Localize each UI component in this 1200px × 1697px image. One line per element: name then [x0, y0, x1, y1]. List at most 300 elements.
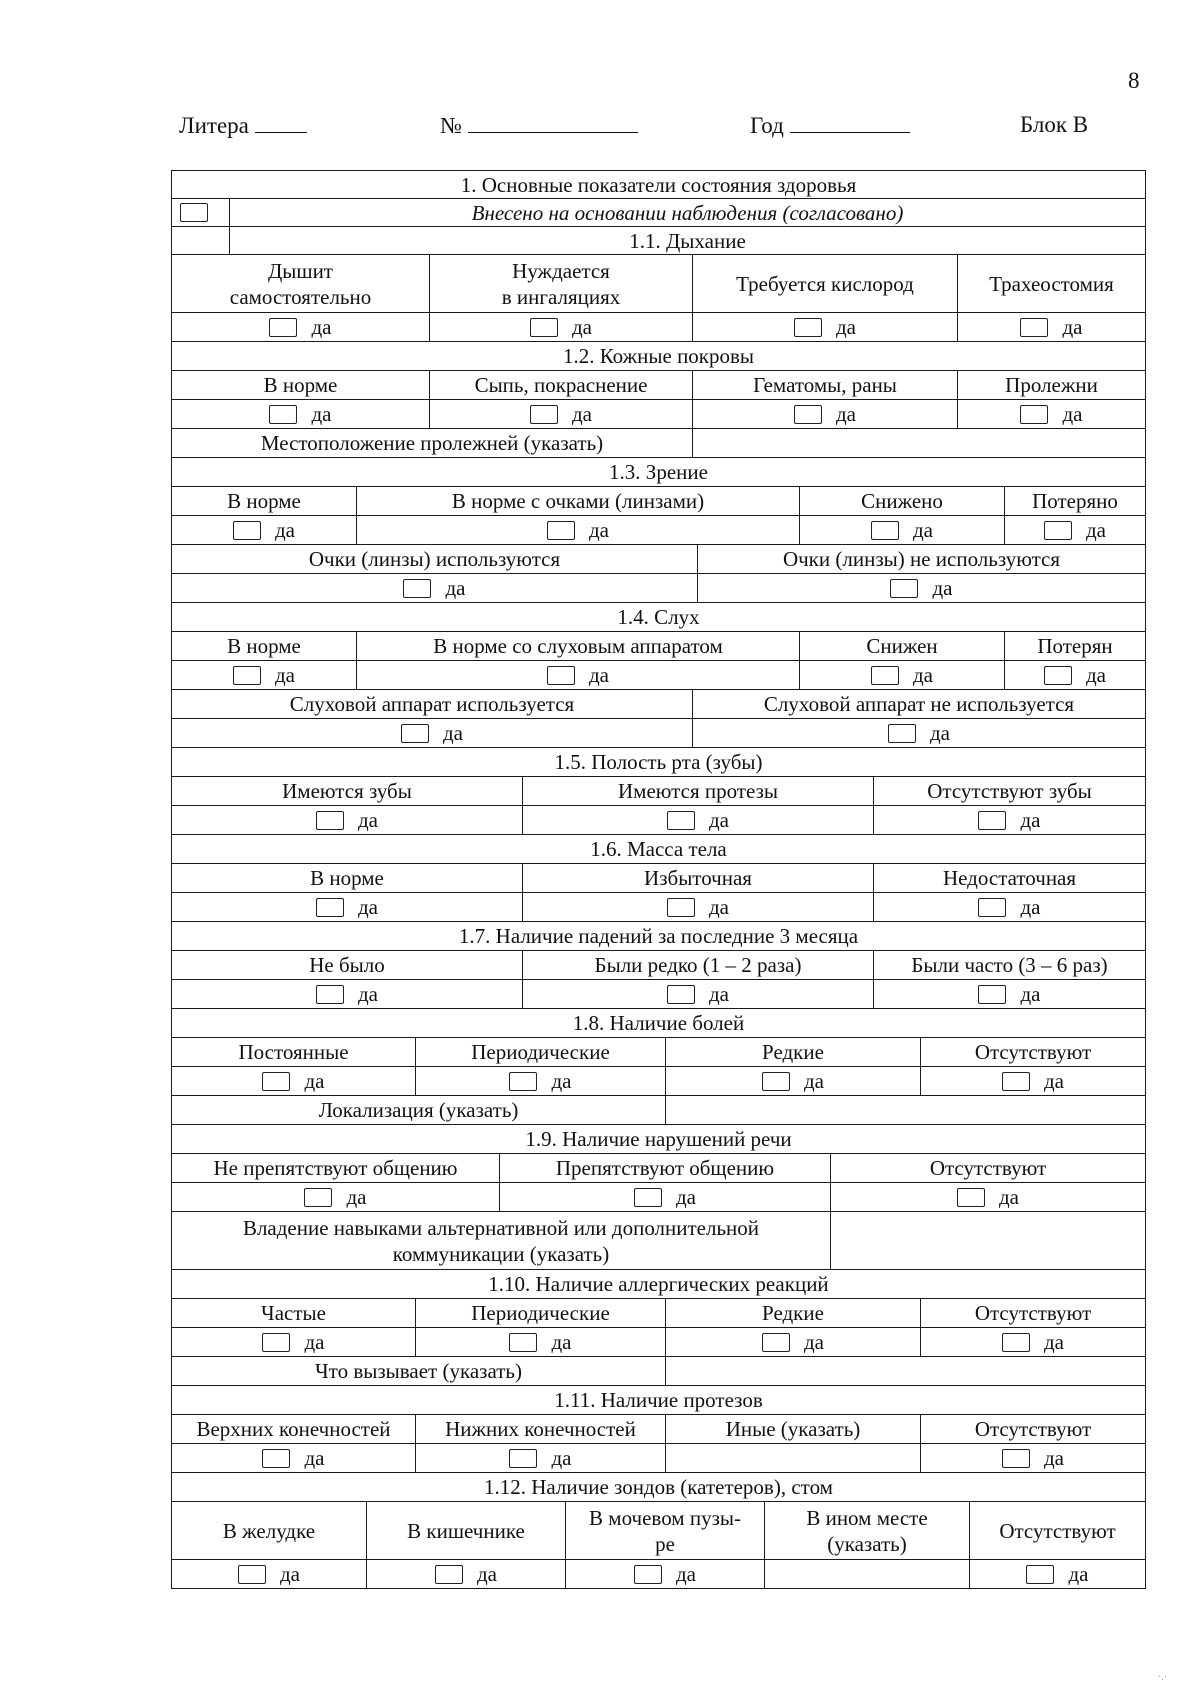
checkbox[interactable] — [667, 985, 695, 1004]
yes-option[interactable] — [233, 517, 295, 543]
field-label — [957, 254, 1146, 313]
checkbox-cell — [957, 312, 1146, 342]
section-heading — [171, 921, 1146, 951]
cell-text: Верхних конечностей — [196, 1417, 391, 1441]
field-label — [522, 863, 874, 893]
checkbox[interactable] — [262, 1333, 290, 1352]
cell-text: Требуется кислород — [736, 271, 914, 296]
cell-text: Периодические — [471, 1301, 610, 1325]
yes-option[interactable] — [435, 1561, 497, 1587]
field-label — [429, 370, 693, 400]
cell-text: В норме со слуховым аппаратом — [433, 634, 723, 658]
cell-text: Сыпь, покраснение — [474, 373, 648, 397]
field-label — [171, 1037, 416, 1067]
field-label — [692, 689, 1146, 719]
number-blank[interactable] — [468, 112, 638, 133]
checkbox-cell — [171, 979, 523, 1009]
yes-option[interactable] — [509, 1068, 571, 1094]
yes-option[interactable] — [890, 575, 952, 601]
yes-option[interactable] — [978, 981, 1040, 1007]
cell-text: 1. Основные показатели состояния здоровья — [460, 172, 857, 197]
yes-option[interactable] — [180, 203, 208, 222]
checkbox[interactable] — [547, 521, 575, 540]
yes-option[interactable] — [262, 1329, 324, 1355]
cell-text: 1.9. Наличие нарушений речи — [525, 1127, 792, 1151]
field-label — [920, 1414, 1146, 1444]
yes-label: да — [803, 1069, 824, 1093]
yes-label: да — [1043, 1446, 1064, 1470]
checkbox[interactable] — [401, 724, 429, 743]
yes-label: да — [1085, 663, 1106, 687]
cell-text: В кишечнике — [407, 1518, 525, 1543]
yes-option[interactable] — [1044, 517, 1106, 543]
yes-option[interactable] — [667, 981, 729, 1007]
yes-option[interactable] — [871, 517, 933, 543]
field-label — [799, 631, 1005, 661]
yes-option[interactable] — [888, 720, 950, 746]
cell-text: Трахеостомия — [989, 271, 1114, 296]
cell-text: В норме с очками (линзами) — [451, 489, 705, 513]
field-label — [665, 1298, 921, 1328]
checkbox[interactable] — [509, 1072, 537, 1091]
checkbox-cell — [830, 1182, 1146, 1212]
field-label — [665, 1037, 921, 1067]
cell-text: Снижено — [861, 489, 943, 513]
yes-option[interactable] — [762, 1068, 824, 1094]
year-blank[interactable] — [790, 112, 910, 133]
cell-text: 1.10. Наличие аллергических реакций — [488, 1272, 829, 1296]
yes-label: да — [912, 663, 933, 687]
yes-label: да — [551, 1446, 572, 1470]
yes-option[interactable] — [1002, 1329, 1064, 1355]
checkbox[interactable] — [262, 1072, 290, 1091]
cell-text: В норме — [227, 489, 301, 513]
checkbox[interactable] — [667, 811, 695, 830]
checkbox[interactable] — [269, 318, 297, 337]
block-label: Блок В — [1020, 112, 1089, 137]
yes-option[interactable] — [1020, 401, 1082, 427]
checkbox[interactable] — [269, 405, 297, 424]
cell-text: 1.7. Наличие падений за последние 3 месяца — [458, 924, 859, 948]
blank-entry-cell[interactable] — [665, 1443, 921, 1473]
yes-label: да — [551, 1069, 572, 1093]
yes-option[interactable] — [1002, 1068, 1064, 1094]
checkbox[interactable] — [762, 1072, 790, 1091]
checkbox[interactable] — [634, 1565, 662, 1584]
cell-text: Недостаточная — [942, 866, 1077, 890]
yes-label: да — [929, 721, 950, 745]
checkbox-cell — [171, 198, 230, 227]
blank-entry-cell[interactable] — [692, 428, 1146, 458]
yes-option[interactable] — [978, 894, 1040, 920]
checkbox-cell — [171, 1559, 367, 1589]
checkbox-cell — [799, 660, 1005, 690]
checkbox[interactable] — [233, 521, 261, 540]
checkbox-cell — [171, 573, 698, 603]
checkbox-cell — [873, 805, 1146, 835]
field-label — [229, 226, 1146, 255]
yes-label: да — [1062, 402, 1083, 426]
yes-option[interactable] — [530, 401, 592, 427]
yes-option[interactable] — [269, 314, 331, 340]
cell-text: 1.8. Наличие болей — [572, 1011, 745, 1035]
yes-option[interactable] — [1044, 662, 1106, 688]
cell-text: В норме — [310, 866, 384, 890]
yes-option[interactable] — [509, 1329, 571, 1355]
yes-label: да — [588, 663, 609, 687]
cell-text: Избыточная — [644, 866, 752, 890]
cell-text: 1.12. Наличие зондов (катетеров), стом — [484, 1475, 833, 1499]
checkbox[interactable] — [957, 1188, 985, 1207]
field-label — [171, 1414, 416, 1444]
checkbox[interactable] — [547, 666, 575, 685]
checkbox-cell — [356, 515, 800, 545]
field-label — [920, 1298, 1146, 1328]
field-label — [873, 950, 1146, 980]
checkbox-cell — [522, 805, 874, 835]
checkbox-cell — [171, 1066, 416, 1096]
checkbox[interactable] — [890, 579, 918, 598]
checkbox[interactable] — [762, 1333, 790, 1352]
yes-option[interactable] — [1002, 1445, 1064, 1471]
yes-option[interactable] — [762, 1329, 824, 1355]
litera-blank[interactable] — [255, 112, 307, 133]
cell-text: 1.6. Масса тела — [590, 837, 727, 861]
checkbox-cell — [415, 1327, 666, 1357]
litera-label: Литера — [179, 113, 249, 138]
blank-entry-cell[interactable] — [830, 1211, 1146, 1270]
field-label — [356, 631, 800, 661]
cell-text: Отсутствуют — [974, 1417, 1092, 1441]
yes-label: да — [311, 315, 332, 339]
field-label — [799, 486, 1005, 516]
yes-label: да — [803, 1330, 824, 1354]
cell-text: Локализация (указать) — [318, 1098, 519, 1122]
checkbox[interactable] — [316, 811, 344, 830]
checkbox-cell — [665, 1066, 921, 1096]
cell-text: Внесено на основании наблюдения (согласовано) — [471, 200, 904, 225]
checkbox-cell — [1004, 515, 1146, 545]
yes-label: да — [304, 1069, 325, 1093]
yes-option[interactable] — [667, 807, 729, 833]
field-label — [171, 370, 430, 400]
checkbox[interactable] — [238, 1565, 266, 1584]
checkbox[interactable] — [530, 405, 558, 424]
cell-text: Были редко (1 – 2 раза) — [594, 953, 802, 977]
checkbox[interactable] — [634, 1188, 662, 1207]
field-label — [171, 1211, 831, 1270]
checkbox-cell — [522, 979, 874, 1009]
cell-text: Иные (указать) — [725, 1417, 861, 1441]
yes-label: да — [675, 1562, 696, 1586]
field-label — [171, 689, 693, 719]
field-label — [229, 198, 1146, 227]
section-heading — [171, 1472, 1146, 1502]
yes-option[interactable] — [238, 1561, 300, 1587]
checkbox[interactable] — [304, 1188, 332, 1207]
field-label — [1004, 631, 1146, 661]
field-label — [499, 1153, 831, 1183]
cell-text: В норме — [263, 373, 338, 397]
checkbox-cell — [665, 1327, 921, 1357]
checkbox[interactable] — [794, 318, 822, 337]
checkbox-cell — [692, 718, 1146, 748]
field-label — [356, 486, 800, 516]
checkbox[interactable] — [1002, 1333, 1030, 1352]
yes-label: да — [1068, 1562, 1089, 1586]
checkbox-cell — [171, 1182, 500, 1212]
checkbox[interactable] — [530, 318, 558, 337]
cell-text: 1.2. Кожные покровы — [562, 344, 755, 368]
page-number: 8 — [1128, 68, 1140, 93]
cell-text: Периодические — [471, 1040, 610, 1064]
checkbox[interactable] — [871, 666, 899, 685]
yes-label: да — [445, 576, 466, 600]
field-label — [522, 950, 874, 980]
yes-label: да — [442, 721, 463, 745]
year-label: Год — [750, 113, 784, 138]
field-label — [764, 1501, 970, 1560]
checkbox[interactable] — [978, 985, 1006, 1004]
cell-text: Слуховой аппарат не используется — [763, 692, 1075, 716]
section-heading — [171, 170, 1146, 199]
field-label — [171, 254, 430, 313]
cell-text: Отсутствуют зубы — [927, 779, 1092, 803]
cell-text: В ином месте (указать) — [806, 1505, 928, 1556]
checkbox[interactable] — [978, 811, 1006, 830]
field-label — [171, 631, 357, 661]
cell-text: Отсутствуют — [974, 1301, 1092, 1325]
checkbox[interactable] — [316, 985, 344, 1004]
yes-label: да — [998, 1185, 1019, 1209]
blank-entry-cell[interactable] — [665, 1356, 1146, 1386]
checkbox[interactable] — [435, 1565, 463, 1584]
yes-label: да — [1020, 808, 1041, 832]
field-label — [429, 254, 693, 313]
yes-label: да — [1043, 1330, 1064, 1354]
cell-text: В норме — [227, 634, 301, 658]
yes-option[interactable] — [547, 517, 609, 543]
cell-text: Гематомы, раны — [753, 373, 897, 397]
yes-option[interactable] — [634, 1561, 696, 1587]
checkbox-cell — [522, 892, 874, 922]
field-label — [969, 1501, 1146, 1560]
yes-option[interactable] — [401, 720, 463, 746]
field-label — [171, 486, 357, 516]
yes-option[interactable] — [1020, 314, 1082, 340]
checkbox[interactable] — [1020, 405, 1048, 424]
yes-label: да — [551, 1330, 572, 1354]
field-label — [415, 1298, 666, 1328]
yes-label: да — [708, 808, 729, 832]
cell-text: Частые — [261, 1301, 326, 1325]
yes-option[interactable] — [269, 401, 331, 427]
cell-text: Потеряно — [1032, 489, 1118, 513]
cell-text: Постоянные — [238, 1040, 349, 1064]
yes-option[interactable] — [794, 314, 856, 340]
checkbox-cell — [499, 1182, 831, 1212]
checkbox-cell — [429, 312, 693, 342]
cell-text: 1.3. Зрение — [609, 460, 708, 484]
yes-label: да — [835, 402, 856, 426]
cell-text: Очки (линзы) используются — [308, 547, 561, 571]
checkbox-cell — [415, 1443, 666, 1473]
checkbox[interactable] — [667, 898, 695, 917]
cell-text: Пролежни — [1005, 373, 1098, 397]
yes-label: да — [835, 315, 856, 339]
checkbox[interactable] — [403, 579, 431, 598]
yes-label: да — [476, 1562, 497, 1586]
field-label — [1004, 486, 1146, 516]
yes-option[interactable] — [262, 1068, 324, 1094]
field-label — [665, 1414, 921, 1444]
section-heading — [171, 834, 1146, 864]
section-heading — [171, 1008, 1146, 1038]
yes-option[interactable] — [403, 575, 465, 601]
checkbox[interactable] — [1044, 521, 1072, 540]
yes-option[interactable] — [794, 401, 856, 427]
yes-option[interactable] — [304, 1184, 366, 1210]
yes-label: да — [708, 982, 729, 1006]
checkbox[interactable] — [1044, 666, 1072, 685]
checkbox-cell — [957, 399, 1146, 429]
checkbox[interactable] — [1002, 1449, 1030, 1468]
field-label — [171, 776, 523, 806]
checkbox-cell — [415, 1066, 666, 1096]
yes-option[interactable] — [509, 1445, 571, 1471]
litera-field[interactable] — [179, 112, 307, 139]
yes-label: да — [1085, 518, 1106, 542]
yes-option[interactable] — [316, 894, 378, 920]
yes-label: да — [357, 808, 378, 832]
checkbox-cell — [171, 718, 693, 748]
field-label — [415, 1037, 666, 1067]
cell-text: Нуждается в ингаляциях — [501, 258, 621, 309]
yes-label: да — [346, 1185, 367, 1209]
yes-label: да — [1043, 1069, 1064, 1093]
yes-option[interactable] — [316, 981, 378, 1007]
cell-text: Нижних конечностей — [445, 1417, 636, 1441]
checkbox[interactable] — [262, 1449, 290, 1468]
blank-entry-cell[interactable] — [171, 226, 230, 255]
checkbox[interactable] — [978, 898, 1006, 917]
yes-option[interactable] — [871, 662, 933, 688]
yes-option[interactable] — [547, 662, 609, 688]
cell-text: Очки (линзы) не используются — [782, 547, 1061, 571]
yes-label: да — [311, 402, 332, 426]
cell-text: Местоположение пролежней (указать) — [260, 431, 604, 455]
checkbox-cell — [873, 979, 1146, 1009]
yes-label: да — [675, 1185, 696, 1209]
field-label — [415, 1414, 666, 1444]
section-heading — [171, 1124, 1146, 1154]
blank-entry-cell[interactable] — [665, 1095, 1146, 1125]
yes-label: да — [571, 315, 592, 339]
yes-label: да — [912, 518, 933, 542]
field-label — [692, 370, 958, 400]
cell-text: Редкие — [762, 1040, 824, 1064]
field-label — [171, 863, 523, 893]
field-label — [692, 254, 958, 313]
yes-option[interactable] — [530, 314, 592, 340]
checkbox[interactable] — [1002, 1072, 1030, 1091]
cell-text: Не было — [309, 953, 385, 977]
checkbox[interactable] — [794, 405, 822, 424]
yes-label: да — [1020, 895, 1041, 919]
yes-option[interactable] — [957, 1184, 1019, 1210]
checkbox[interactable] — [1020, 318, 1048, 337]
field-label — [171, 950, 523, 980]
cell-text: Дышит самостоятельно — [229, 258, 372, 309]
field-label — [830, 1153, 1146, 1183]
cell-text: Отсутствуют — [929, 1156, 1047, 1180]
field-label — [957, 370, 1146, 400]
checkbox[interactable] — [871, 521, 899, 540]
checkbox-cell — [171, 660, 357, 690]
cell-text: В желудке — [222, 1518, 316, 1543]
checkbox[interactable] — [233, 666, 261, 685]
section-heading — [171, 1269, 1146, 1299]
number-field[interactable] — [440, 112, 638, 139]
section-heading — [171, 747, 1146, 777]
checkbox-cell — [692, 399, 958, 429]
checkbox-cell — [920, 1443, 1146, 1473]
blank-entry-cell[interactable] — [764, 1559, 970, 1589]
cell-text: Имеются протезы — [618, 779, 778, 803]
checkbox[interactable] — [180, 203, 208, 222]
cell-text: 1.4. Слух — [617, 605, 700, 629]
checkbox-cell — [429, 399, 693, 429]
checkbox-cell — [692, 312, 958, 342]
cell-text: В мочевом пузы- ре — [589, 1505, 741, 1556]
yes-option[interactable] — [316, 807, 378, 833]
field-label — [366, 1501, 566, 1560]
cell-text: Были часто (3 – 6 раз) — [911, 953, 1108, 977]
yes-option[interactable] — [634, 1184, 696, 1210]
cell-text: Потерян — [1037, 634, 1113, 658]
yes-label: да — [588, 518, 609, 542]
yes-label: да — [274, 663, 295, 687]
yes-option[interactable] — [262, 1445, 324, 1471]
yes-option[interactable] — [978, 807, 1040, 833]
checkbox[interactable] — [509, 1333, 537, 1352]
yes-label: да — [304, 1330, 325, 1354]
year-field[interactable] — [750, 112, 910, 139]
cell-text: Слуховой аппарат используется — [289, 692, 575, 716]
cell-text: Имеются зубы — [282, 779, 412, 803]
checkbox-cell — [969, 1559, 1146, 1589]
yes-label: да — [357, 895, 378, 919]
cell-text: Снижен — [866, 634, 938, 658]
checkbox-cell — [171, 515, 357, 545]
cell-text: Отсутствуют — [999, 1518, 1116, 1543]
field-label — [171, 1356, 666, 1386]
checkbox[interactable] — [1026, 1565, 1054, 1584]
yes-label: да — [708, 895, 729, 919]
cell-text: Препятствуют общению — [555, 1156, 775, 1180]
checkbox[interactable] — [888, 724, 916, 743]
yes-option[interactable] — [233, 662, 295, 688]
checkbox[interactable] — [509, 1449, 537, 1468]
checkbox[interactable] — [316, 898, 344, 917]
field-label — [171, 1501, 367, 1560]
yes-label: да — [932, 576, 953, 600]
cell-text: Не препятствуют общению — [213, 1156, 458, 1180]
yes-option[interactable] — [667, 894, 729, 920]
yes-option[interactable] — [1026, 1561, 1088, 1587]
cell-text: Редкие — [762, 1301, 824, 1325]
scan-mark: ·.· — [1158, 1672, 1168, 1683]
